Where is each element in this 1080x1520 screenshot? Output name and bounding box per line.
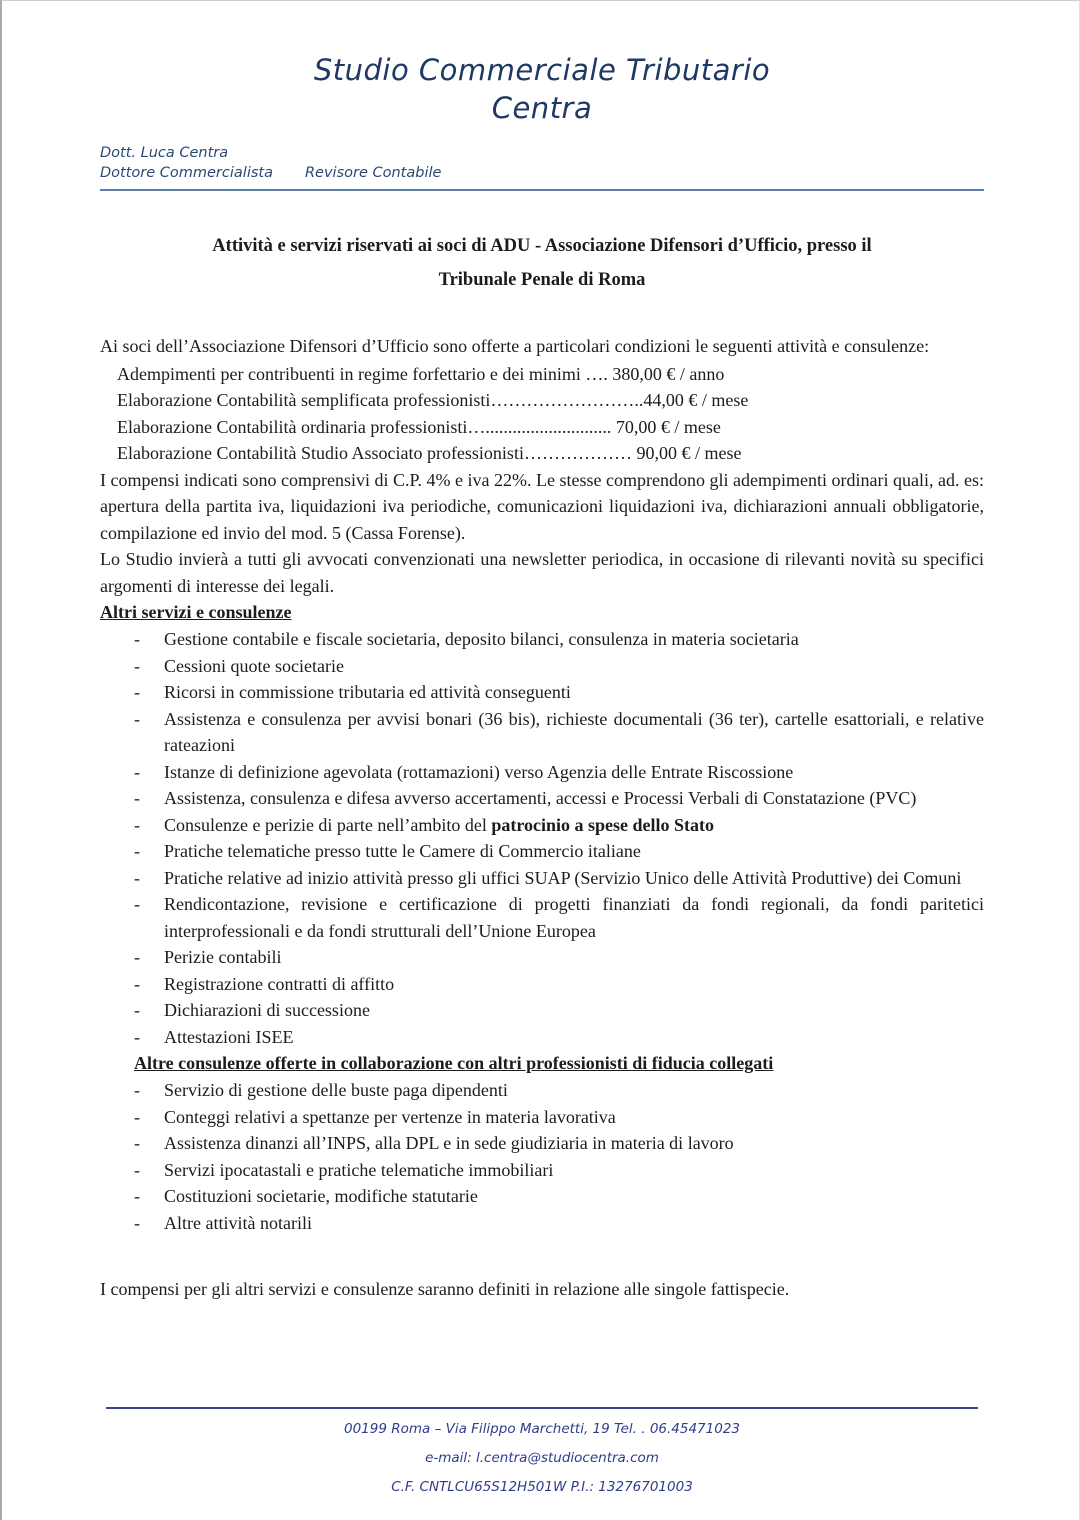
footer-divider [106, 1407, 978, 1409]
price-service: Elaborazione Contabilità Studio Associato professionisti [117, 443, 524, 463]
bullet-dash: - [134, 894, 140, 914]
bullet-dash: - [134, 655, 140, 676]
person-role-commercialista: Dottore Commercialista [100, 165, 273, 181]
bullet-dash: - [134, 1106, 140, 1127]
letterhead-divider [100, 189, 984, 191]
bullet-dash: - [134, 1026, 140, 1047]
price-list [100, 361, 984, 467]
footer-email: e-mail: l.centra@studiocentra.com [425, 1450, 659, 1466]
bullet-dash: - [134, 1133, 140, 1153]
list-item: - Registrazione contratti di affitto [100, 971, 984, 998]
bullet-dash: - [134, 629, 140, 649]
bullet-dash: - [134, 1000, 140, 1020]
bullet-dash: - [134, 973, 140, 994]
price-value: 44,00 € / mese [643, 390, 749, 410]
section-heading-altri-servizi: Altri servizi e consulenze [100, 602, 292, 622]
person-name: Dott. Luca Centra [100, 145, 229, 161]
price-line [117, 387, 984, 414]
list-item: - Altre attività notarili [100, 1210, 984, 1237]
list-item: - Costituzioni societarie, modifiche statutarie [100, 1183, 984, 1210]
dot-leader: …………………….. [490, 390, 644, 410]
bullet-dash: - [134, 1080, 140, 1100]
bullet-dash: - [134, 867, 140, 888]
dot-leader: ……………… [523, 443, 637, 463]
studio-title-line2: Centra [491, 91, 593, 125]
list-item: - Cessioni quote societarie [100, 653, 984, 680]
list-item: - Gestione contabile e fiscale societaria, deposito bilanci, consulenza in materia societaria [100, 626, 984, 653]
list-item: - Istanze di definizione agevolata (rottamazioni) verso Agenzia delle Entrate Riscossione [100, 759, 984, 786]
person-roles [100, 163, 984, 183]
footer-fiscal-codes: C.F. CNTLCU65S12H501W P.I.: 13276701003 [391, 1479, 693, 1495]
bullet-dash: - [134, 708, 140, 729]
list-item: - Attestazioni ISEE [100, 1024, 984, 1051]
price-line [117, 361, 984, 388]
list-item: - Servizio di gestione delle buste paga dipendenti [100, 1077, 984, 1104]
price-value: 380,00 € / anno [612, 363, 725, 384]
person-role-revisore: Revisore Contabile [304, 165, 442, 181]
list-item: - Dichiarazioni di successione [100, 997, 984, 1024]
bullet-dash: - [134, 1159, 140, 1180]
altre-consulenze-list [100, 1077, 984, 1236]
bullet-dash: - [134, 814, 140, 835]
dot-leader: …............................ [467, 416, 616, 437]
list-item: - Assistenza e consulenza per avvisi bonari (36 bis), richieste documentali (36 ter), cartelle esattoriali, e relative rateazioni [100, 706, 984, 759]
bullet-dash: - [134, 1186, 140, 1206]
bullet-dash: - [134, 761, 140, 782]
price-value: 70,00 € / mese [615, 416, 721, 437]
document-title-line2: Tribunale Penale di Roma [438, 270, 646, 290]
bullet-dash: - [134, 947, 140, 967]
dot-leader: …. [580, 363, 613, 384]
bullet-dash: - [134, 682, 140, 702]
section-heading-altre-consulenze: Altre consulenze offerte in collaborazione con altri professionisti di fiducia collegati [134, 1053, 774, 1073]
list-item: - Servizi ipocatastali e pratiche telematiche immobiliari [100, 1157, 984, 1184]
price-line [117, 414, 984, 441]
footer-address: 00199 Roma – Via Filippo Marchetti, 19 Tel. . 06.45471023 [343, 1421, 740, 1437]
altri-servizi-list [100, 626, 984, 1050]
closing-paragraph: I compensi per gli altri servizi e consulenze saranno definiti in relazione alle singole fattispecie. [100, 1279, 790, 1299]
bullet-dash: - [134, 841, 140, 861]
list-item: - Conteggi relativi a spettanze per vertenze in materia lavorativa [100, 1104, 984, 1131]
list-item: - Ricorsi in commissione tributaria ed attività conseguenti [100, 679, 984, 706]
studio-title-line1: Studio Commerciale Tributario [313, 53, 771, 87]
list-item: - Assistenza dinanzi all’INPS, alla DPL e in sede giudiziaria in materia di lavoro [100, 1130, 984, 1157]
intro-paragraph: Ai soci dell’Associazione Difensori d’Ufficio sono offerte a particolari condizioni le seguenti attività e consulenze: [100, 336, 930, 356]
document-title-line1: Attività e servizi riservati ai soci di ADU - Associazione Difensori d’Ufficio, presso il [212, 236, 872, 256]
list-item: - Rendicontazione, revisione e certificazione di progetti finanziati da fondi regionali, da fondi paritetici interprofessionali e da fondi strutturali dell’Unione Europea [100, 891, 984, 944]
price-service: Elaborazione Contabilità semplificata professionisti [117, 390, 491, 410]
document-page [2, 1, 1079, 1520]
list-item: - Assistenza, consulenza e difesa avverso accertamenti, accessi e Processi Verbali di Constatazione (PVC) [100, 785, 984, 812]
newsletter-paragraph: Lo Studio invierà a tutti gli avvocati convenzionati una newsletter periodica, in occasione di rilevanti novità su specifici argomenti di interesse dei legali. [100, 549, 984, 596]
bullet-dash: - [134, 788, 140, 808]
price-value: 90,00 € / mese [636, 443, 742, 463]
price-line [117, 440, 984, 467]
page-footer [100, 1407, 984, 1520]
list-item: - Pratiche relative ad inizio attività presso gli uffici SUAP (Servizio Unico delle Attività Produttive) dei Comuni [100, 865, 984, 892]
price-service: Elaborazione Contabilità ordinaria professionisti [117, 416, 468, 437]
list-item [100, 812, 984, 839]
document-title [100, 229, 984, 297]
compensi-paragraph: I compensi indicati sono comprensivi di C.P. 4% e iva 22%. Le stesse comprendono gli adempimenti ordinari quali, ad. es: apertura della partita iva, liquidazioni iva periodiche, comunicazioni liquidazioni iva, dichiarazioni annuali obbligatorie, compilazione ed invio del mod. 5 (Cassa Forense). [100, 469, 984, 543]
list-item: - Perizie contabili [100, 944, 984, 971]
studio-title [100, 51, 984, 127]
bullet-dash: - [134, 1212, 140, 1233]
item-text-bold: patrocinio a spese dello Stato [491, 814, 715, 835]
letterhead-person-block [100, 143, 984, 183]
price-service: Adempimenti per contribuenti in regime forfettario e dei minimi [117, 363, 581, 384]
item-text-regular: Consulenze e perizie di parte nell’ambito del [164, 814, 492, 835]
list-item: - Pratiche telematiche presso tutte le Camere di Commercio italiane [100, 838, 984, 865]
